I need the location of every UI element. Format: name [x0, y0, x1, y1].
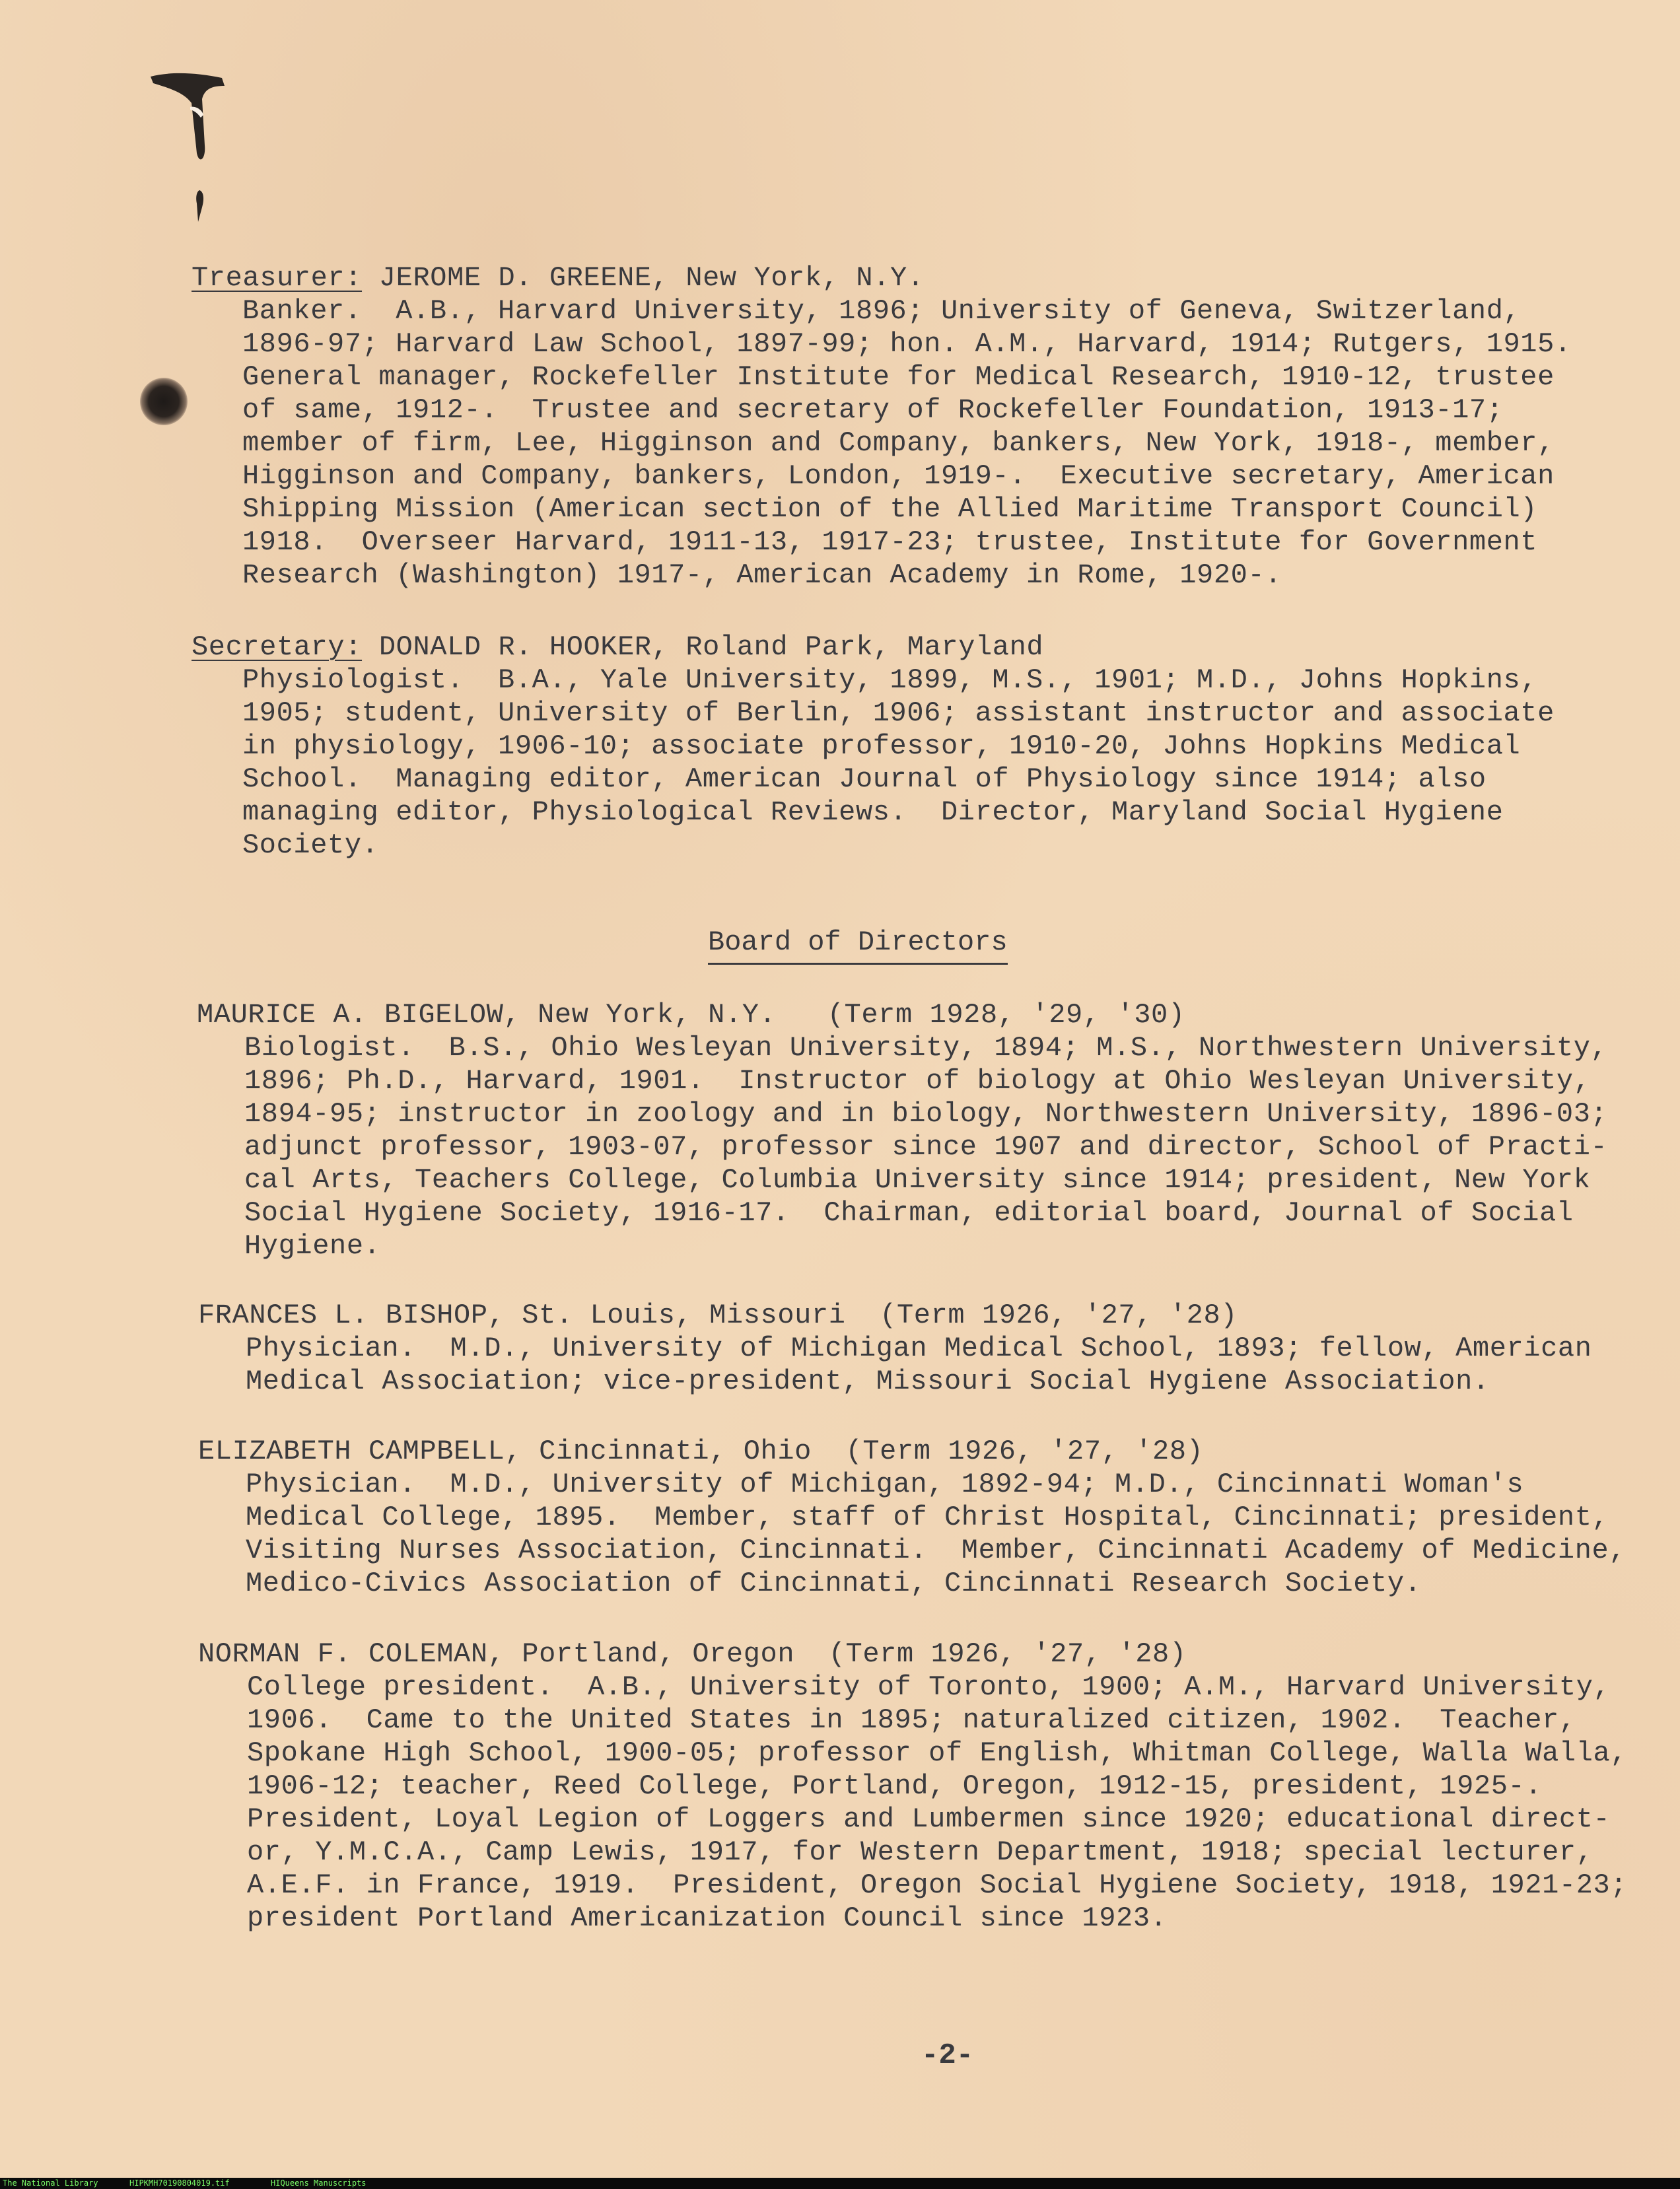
director-bio-line: president Portland Americanization Council since 1923.: [247, 1902, 1168, 1934]
director-header-coleman: NORMAN F. COLEMAN, Portland, Oregon (Term 1926, '27, '28): [198, 1638, 1187, 1670]
treasurer-bio-line: General manager, Rockefeller Institute for Medical Research, 1910-12, trustee: [242, 361, 1555, 393]
director-bio-line: Medical Association; vice-president, Missouri Social Hygiene Association.: [246, 1366, 1490, 1397]
director-bio-line: Social Hygiene Society, 1916-17. Chairman, editorial board, Journal of Social: [244, 1197, 1574, 1229]
board-of-directors-title: Board of Directors: [708, 926, 1008, 965]
treasurer-label: Treasurer:: [192, 262, 363, 294]
secretary-bio-line: Physiologist. B.A., Yale University, 1899, M.S., 1901; M.D., Johns Hopkins,: [242, 664, 1538, 696]
treasurer-header: [192, 261, 925, 295]
director-bio-line: President, Loyal Legion of Loggers and Lumbermen since 1920; educational direct-: [247, 1803, 1611, 1835]
director-bio-line: College president. A.B., University of Toronto, 1900; A.M., Harvard University,: [247, 1671, 1611, 1703]
director-bio-line: Biologist. B.S., Ohio Wesleyan University, 1894; M.S., Northwestern University,: [244, 1032, 1608, 1064]
treasurer-bio-line: 1896-97; Harvard Law School, 1897-99; hon. A.M., Harvard, 1914; Rutgers, 1915.: [242, 328, 1572, 360]
director-bio-line: Hygiene.: [244, 1230, 381, 1262]
director-header-bishop: FRANCES L. BISHOP, St. Louis, Missouri (Term 1926, '27, '28): [198, 1300, 1238, 1331]
secretary-name: DONALD R. HOOKER, Roland Park, Maryland: [362, 631, 1044, 663]
director-header-bigelow: MAURICE A. BIGELOW, New York, N.Y. (Term 1928, '29, '30): [197, 999, 1185, 1031]
treasurer-bio-line: of same, 1912-. Trustee and secretary of Rockefeller Foundation, 1913-17;: [242, 394, 1504, 426]
treasurer-bio-line: member of firm, Lee, Higginson and Company, bankers, New York, 1918-, member,: [242, 427, 1555, 459]
secretary-bio-line: 1905; student, University of Berlin, 1906; assistant instructor and associate: [242, 697, 1555, 729]
director-bio-line: 1896; Ph.D., Harvard, 1901. Instructor of biology at Ohio Wesleyan University,: [244, 1065, 1591, 1097]
director-bio-line: Medical College, 1895. Member, staff of Christ Hospital, Cincinnati; president,: [246, 1502, 1609, 1533]
director-bio-line: 1894-95; instructor in zoology and in biology, Northwestern University, 1896-03;: [244, 1098, 1608, 1130]
director-bio-line: cal Arts, Teachers College, Columbia University since 1914; president, New York: [244, 1164, 1591, 1196]
footer-file: HIPKMH70190804019.tif: [129, 2178, 230, 2188]
footer-library: The National Library: [3, 2178, 98, 2188]
director-header-campbell: ELIZABETH CAMPBELL, Cincinnati, Ohio (Term 1926, '27, '28): [198, 1436, 1204, 1467]
secretary-bio-line: in physiology, 1906-10; associate professor, 1910-20, Johns Hopkins Medical: [242, 730, 1521, 762]
director-bio-line: Physician. M.D., University of Michigan Medical School, 1893; fellow, American: [246, 1333, 1592, 1364]
treasurer-name: JEROME D. GREENE, New York, N.Y.: [362, 262, 925, 294]
treasurer-bio-line: Research (Washington) 1917-, American Academy in Rome, 1920-.: [242, 559, 1282, 591]
footer-collection: HIQueens Manuscripts: [271, 2178, 367, 2188]
scan-footer-bar: [0, 2178, 1680, 2189]
ink-blot: [140, 378, 188, 425]
secretary-bio-line: managing editor, Physiological Reviews. Director, Maryland Social Hygiene: [242, 796, 1504, 828]
director-bio-line: adjunct professor, 1903-07, professor since 1907 and director, School of Practi-: [244, 1131, 1608, 1163]
director-bio-line: Medico-Civics Association of Cincinnati, Cincinnati Research Society.: [246, 1568, 1422, 1599]
treasurer-bio-line: Higginson and Company, bankers, London, 1919-. Executive secretary, American: [242, 460, 1555, 492]
director-bio-line: Spokane High School, 1900-05; professor of English, Whitman College, Walla Walla,: [247, 1737, 1628, 1769]
treasurer-bio-line: 1918. Overseer Harvard, 1911-13, 1917-23; trustee, Institute for Government: [242, 526, 1538, 558]
secretary-header: [192, 631, 1043, 664]
staple-mark: [144, 66, 236, 238]
treasurer-bio-line: Banker. A.B., Harvard University, 1896; University of Geneva, Switzerland,: [242, 295, 1521, 327]
director-bio-line: 1906. Came to the United States in 1895; naturalized citizen, 1902. Teacher,: [247, 1704, 1576, 1736]
secretary-label: Secretary:: [192, 631, 363, 663]
director-bio-line: Visiting Nurses Association, Cincinnati. Member, Cincinnati Academy of Medicine,: [246, 1535, 1627, 1566]
treasurer-bio-line: Shipping Mission (American section of the Allied Maritime Transport Council): [242, 493, 1538, 525]
page-number: -2-: [921, 2039, 974, 2072]
secretary-bio-line: Society.: [242, 829, 379, 861]
director-bio-line: Physician. M.D., University of Michigan, 1892-94; M.D., Cincinnati Woman's: [246, 1469, 1524, 1500]
secretary-bio-line: School. Managing editor, American Journal of Physiology since 1914; also: [242, 763, 1487, 795]
director-bio-line: or, Y.M.C.A., Camp Lewis, 1917, for Western Department, 1918; special lecturer,: [247, 1836, 1593, 1868]
director-bio-line: 1906-12; teacher, Reed College, Portland, Oregon, 1912-15, president, 1925-.: [247, 1770, 1543, 1802]
director-bio-line: A.E.F. in France, 1919. President, Oregon Social Hygiene Society, 1918, 1921-23;: [247, 1869, 1628, 1901]
